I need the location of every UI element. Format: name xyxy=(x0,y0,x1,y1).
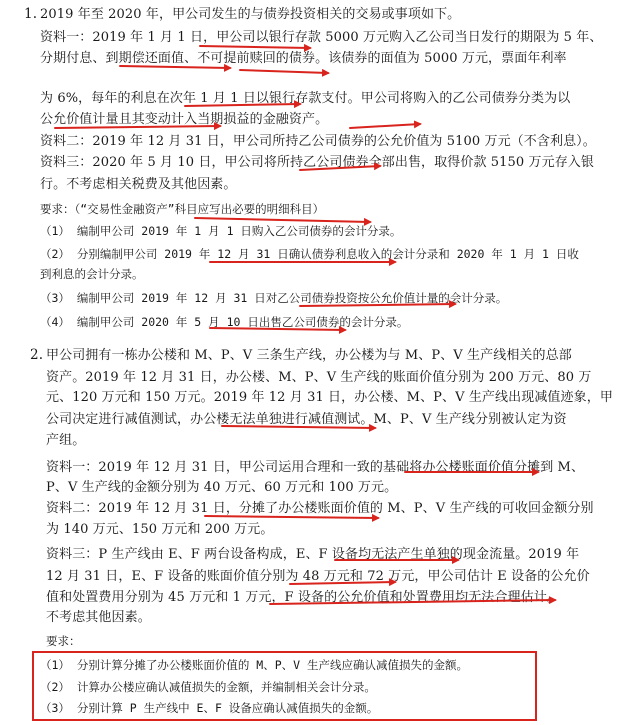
q2-requirement: （2） 计算办公楼应确认减值损失的金额，并编制相关会计分录。 xyxy=(40,680,376,694)
q1-requirement-title: 要求：（“交易性金融资产”科目应写出必要的明细科目） xyxy=(40,202,325,216)
q1-line: 资料二：2019 年 12 月 31 日，甲公司所持乙公司债券的公允价值为 5100 万元（不含利息）。 xyxy=(40,134,596,149)
underline-arrow xyxy=(240,70,328,73)
q2-line: 资料三：P 生产线由 E、F 两台设备构成，E、F 设备均无法产生单独的现金流量。2019 年 xyxy=(46,547,580,562)
q2-requirement: （1） 分别计算分摊了办公楼账面价值的 M、P、V 生产线应确认减值损失的金额。 xyxy=(40,658,468,672)
q2-line: 产组。 xyxy=(46,433,86,448)
q1-line: 行。不考虑相关税费及其他因素。 xyxy=(40,177,237,192)
q2-line: 12 月 31 日，E、F 设备的账面价值分别为 48 万元和 72 万元，甲公司估计 E 设备的公允价 xyxy=(46,569,590,584)
q2-line: P、V 生产线的金额分别为 40 万元、60 万元和 100 万元。 xyxy=(46,480,398,495)
q2-line: 资产。2019 年 12 月 31 日，办公楼、M、P、V 生产线的账面价值分别为 200 万元、80 万 xyxy=(46,370,592,385)
q2-line: 公司决定进行减值测试，办公楼无法单独进行减值测试。M、P、V 生产线分别被认定为资 xyxy=(46,412,567,427)
underline-arrow xyxy=(200,46,310,48)
underline-arrow xyxy=(350,124,420,128)
q1-line: 资料三：2020 年 5 月 10 日，甲公司将所持乙公司债券全部出售，取得价款 5150 万元存入银 xyxy=(40,155,595,170)
q1-line: 2019 年至 2020 年，甲公司发生的与债券投资相关的交易或事项如下。 xyxy=(40,7,461,22)
q2-line: 资料二：2019 年 12 月 31 日，分摊了办公楼账面价值的 M、P、V 生产线的可收回金额分别 xyxy=(46,501,594,516)
q1-requirement: （2） 分别编制甲公司 2019 年 12 月 31 日确认债券利息收入的会计分录和 2020 年 1 月 1 日收 xyxy=(40,247,579,261)
q1-line: 为 6%，每年的利息在次年 1 月 1 日以银行存款支付。甲公司将购入的乙公司债券分类为以 xyxy=(40,91,571,106)
underline-arrow xyxy=(195,218,370,222)
q1-requirement: （4） 编制甲公司 2020 年 5 月 10 日出售乙公司债券的会计分录。 xyxy=(40,315,409,329)
q1-requirement: （1） 编制甲公司 2019 年 1 月 1 日购入乙公司债券的会计分录。 xyxy=(40,224,402,238)
q2-line: 不考虑其他因素。 xyxy=(46,610,151,625)
q2-number: 2. xyxy=(30,347,44,363)
q2-requirement: （3） 分别计算 P 生产线中 E、F 设备应确认减值损失的金额。 xyxy=(40,701,379,715)
q2-line: 为 140 万元、150 万元和 200 万元。 xyxy=(46,522,274,537)
q2-line: 甲公司拥有一栋办公楼和 M、P、V 三条生产线，办公楼为与 M、P、V 生产线相关的总部 xyxy=(46,348,572,363)
q1-requirement: （3） 编制甲公司 2019 年 12 月 31 日对乙公司债券投资按公允价值计量的会计分录。 xyxy=(40,291,508,305)
q2-line: 资料一：2019 年 12 月 31 日，甲公司运用合理和一致的基础将办公楼账面价值分摊到 M、 xyxy=(46,460,585,475)
q1-line: 资料一：2019 年 1 月 1 日，甲公司以银行存款 5000 万元购入乙公司当日发行的期限为 5 年、 xyxy=(40,30,603,45)
q2-line: 值和处置费用分别为 45 万元和 1 万元，F 设备的公允价值和处置费用均无法合理估计。 xyxy=(46,590,560,605)
q1-line: 公允价值计量且其变动计入当期损益的金融资产。 xyxy=(40,112,329,127)
q1-requirement: 到利息的会计分录。 xyxy=(40,267,144,281)
q2-line: 元、120 万元和 150 万元。2019 年 12 月 31 日，办公楼、M、P、V 生产线出现减值迹象，甲 xyxy=(46,390,613,405)
q1-line: 分期付息、到期偿还面值、不可提前赎回的债券。该债券的面值为 5000 万元，票面年利率 xyxy=(40,51,567,66)
q1-number: 1. xyxy=(24,6,38,22)
q2-requirement-title: 要求： xyxy=(46,634,81,648)
